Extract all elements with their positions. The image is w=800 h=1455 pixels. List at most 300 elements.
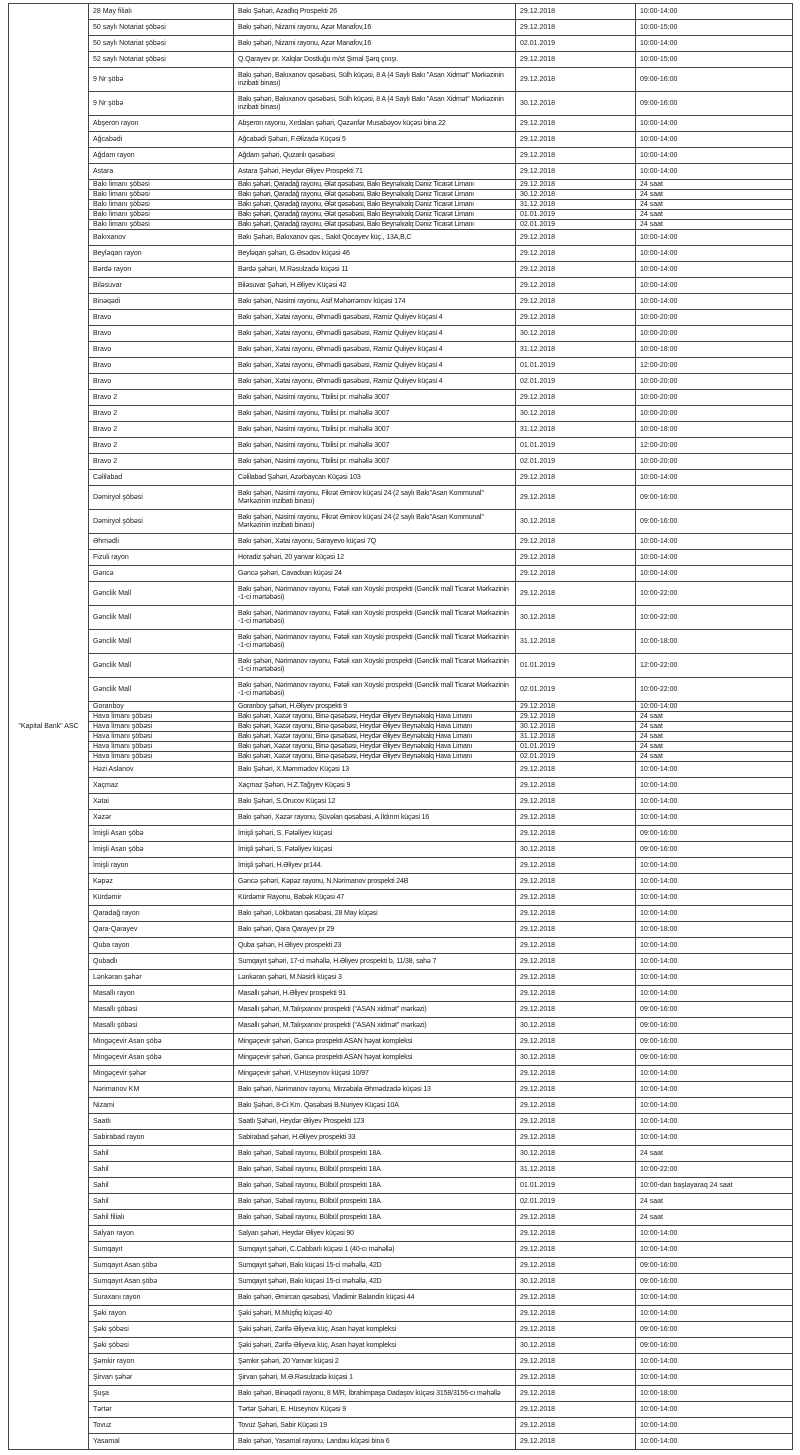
date-cell: 31.12.2018 xyxy=(516,200,636,210)
date-cell: 02.01.2019 xyxy=(516,36,636,52)
address-cell: Bakı şəhəri, Qara Qarayev pr 29 xyxy=(234,922,516,938)
branch-name-cell: Bravo xyxy=(89,310,234,326)
table-row xyxy=(9,1306,793,1322)
branch-name-cell: 9 Nr şöbə xyxy=(89,92,234,116)
hours-cell: 10:00-18:00 xyxy=(636,422,793,438)
table-row xyxy=(9,712,793,722)
date-cell: 29.12.2018 xyxy=(516,702,636,712)
hours-cell: 10:00-14:00 xyxy=(636,1418,793,1434)
address-cell: Bakı Şəhəri, X.Məmmədov Küçəsi 13 xyxy=(234,762,516,778)
date-cell: 29.12.2018 xyxy=(516,148,636,164)
branch-name-cell: Fizuli rayon xyxy=(89,550,234,566)
date-cell: 29.12.2018 xyxy=(516,712,636,722)
hours-cell: 24 saat xyxy=(636,1146,793,1162)
hours-cell: 10:00-14:00 xyxy=(636,1130,793,1146)
table-row xyxy=(9,422,793,438)
branch-name-cell: Abşeron rayon xyxy=(89,116,234,132)
table-row xyxy=(9,210,793,220)
date-cell: 29.12.2018 xyxy=(516,1306,636,1322)
branch-name-cell: Bravo 2 xyxy=(89,390,234,406)
table-row xyxy=(9,1274,793,1290)
table-row xyxy=(9,778,793,794)
table-row xyxy=(9,4,793,20)
date-cell: 30.12.2018 xyxy=(516,1274,636,1290)
address-cell: Bərdə şəhəri, M.Rəsulzadə küçəsi 11 xyxy=(234,262,516,278)
table-row xyxy=(9,220,793,230)
table-row xyxy=(9,722,793,732)
table-row xyxy=(9,230,793,246)
hours-cell: 10:00-14:00 xyxy=(636,470,793,486)
date-cell: 29.12.2018 xyxy=(516,262,636,278)
address-cell: Bakı şəhəri, Qaradağ rayonu, Ələt qəsəbəsi, Bakı Beynəlxalq Dəniz Ticarət Limanı xyxy=(234,190,516,200)
hours-cell: 10:00-14:00 xyxy=(636,762,793,778)
table-row xyxy=(9,842,793,858)
branch-name-cell: Xəzər xyxy=(89,810,234,826)
address-cell: İmişli şəhəri, S. Fətəliyev küçəsi xyxy=(234,826,516,842)
table-row xyxy=(9,148,793,164)
branch-name-cell: Hava limanı şöbəsi xyxy=(89,722,234,732)
table-row xyxy=(9,1354,793,1370)
hours-cell: 10:00-14:00 xyxy=(636,164,793,180)
branch-name-cell: Şəki şöbəsi xyxy=(89,1322,234,1338)
branch-name-cell: Hava limanı şöbəsi xyxy=(89,732,234,742)
date-cell: 02.01.2019 xyxy=(516,1194,636,1210)
date-cell: 31.12.2018 xyxy=(516,342,636,358)
branch-name-cell: Gənclik Mall xyxy=(89,606,234,630)
address-cell: Ağdam şəhəri, Quzanlı qəsəbəsi xyxy=(234,148,516,164)
branch-name-cell: Sumqayıt xyxy=(89,1242,234,1258)
table-row xyxy=(9,1226,793,1242)
branch-name-cell: 52 saylı Notariat şöbəsi xyxy=(89,52,234,68)
date-cell: 30.12.2018 xyxy=(516,842,636,858)
date-cell: 29.12.2018 xyxy=(516,1290,636,1306)
table-row xyxy=(9,1146,793,1162)
address-cell: Bakı şəhəri, Nəsimi rayonu, Fikrət Əmirov küçəsi 24 (2 saylı Bakı"Asan Kommunal" Mərkəzinin inzibati binası) xyxy=(234,486,516,510)
table-row xyxy=(9,52,793,68)
address-cell: Tovuz Şəhəri, Sabir Küçəsi 19 xyxy=(234,1418,516,1434)
table-row xyxy=(9,132,793,148)
bank-group-label: "Kapital Bank" ASC xyxy=(9,4,89,1450)
address-cell: Masallı şəhəri, H.Əliyev prospekti 91 xyxy=(234,986,516,1002)
date-cell: 29.12.2018 xyxy=(516,20,636,36)
table-row xyxy=(9,954,793,970)
address-cell: Bakı şəhəri, Xətai rayonu, Əhmədli qəsəbəsi, Ramiz Quliyev küçəsi 4 xyxy=(234,374,516,390)
address-cell: Abşeron rayonu, Xırdalan şəhəri, Qəzənfər Musabəyov küçəsi bina 22 xyxy=(234,116,516,132)
address-cell: Şəki şəhəri, Zərifə Əliyeva küç, Asan həyat kompleksi xyxy=(234,1322,516,1338)
branch-name-cell: Bravo xyxy=(89,326,234,342)
branch-name-cell: Gənclik Mall xyxy=(89,582,234,606)
hours-cell: 10:00-14:00 xyxy=(636,1370,793,1386)
hours-cell: 24 saat xyxy=(636,180,793,190)
branch-name-cell: Binəqədi xyxy=(89,294,234,310)
address-cell: Tərtər Şəhəri, E. Hüseynov Küçəsi 9 xyxy=(234,1402,516,1418)
table-row xyxy=(9,358,793,374)
branch-name-cell: Sabirabad rayon xyxy=(89,1130,234,1146)
table-row xyxy=(9,874,793,890)
table-row xyxy=(9,732,793,742)
date-cell: 29.12.2018 xyxy=(516,1210,636,1226)
hours-cell: 10:00-14:00 xyxy=(636,1402,793,1418)
hours-cell: 09:00-16:00 xyxy=(636,1258,793,1274)
hours-cell: 24 saat xyxy=(636,1210,793,1226)
branch-name-cell: Mingəçevir Asan şöbə xyxy=(89,1050,234,1066)
address-cell: Cəlilabad Şəhəri, Azərbaycan Küçəsi 103 xyxy=(234,470,516,486)
table-row xyxy=(9,438,793,454)
branch-name-cell: Sahil xyxy=(89,1178,234,1194)
hours-cell: 10:00-18:00 xyxy=(636,922,793,938)
date-cell: 29.12.2018 xyxy=(516,164,636,180)
table-row xyxy=(9,1082,793,1098)
address-cell: Bakı şəhəri, Nizami rayonu, Azər Manafov,16 xyxy=(234,36,516,52)
branch-name-cell: Dəmiryol şöbəsi xyxy=(89,510,234,534)
table-row xyxy=(9,1098,793,1114)
branch-name-cell: Sumqayıt Asan şöbə xyxy=(89,1258,234,1274)
address-cell: Bakı şəhəri, Nizami rayonu, Azər Manafov,16 xyxy=(234,20,516,36)
date-cell: 29.12.2018 xyxy=(516,1354,636,1370)
address-cell: Bakı şəhəri, Xəzər rayonu, Binə qəsəbəsi, Heydər Əliyev Beynəlxalq Hava Limanı xyxy=(234,732,516,742)
address-cell: Bakı şəhəri, Səbail rayonu, Bülbül prospekti 18A xyxy=(234,1210,516,1226)
branch-name-cell: 28 May filialı xyxy=(89,4,234,20)
branch-name-cell: Kəpəz xyxy=(89,874,234,890)
branch-name-cell: 50 saylı Notariat şöbəsi xyxy=(89,20,234,36)
hours-cell: 10:00-14:00 xyxy=(636,1354,793,1370)
address-cell: Bakı Şəhəri, Azadlıq Prospekti 26 xyxy=(234,4,516,20)
date-cell: 30.12.2018 xyxy=(516,92,636,116)
table-row xyxy=(9,1034,793,1050)
address-cell: Bakı şəhəri, Qaradağ rayonu, Ələt qəsəbəsi, Bakı Beynəlxalq Dəniz Ticarət Limanı xyxy=(234,220,516,230)
address-cell: Mingəçevir şəhəri, V.Hüseynov küçəsi 10/97 xyxy=(234,1066,516,1082)
address-cell: Gəncə şəhəri, Cavadxan küçəsi 24 xyxy=(234,566,516,582)
address-cell: Horadiz şəhəri, 20 yanvar küçəsi 12 xyxy=(234,550,516,566)
address-cell: Xaçmaz Şəhəri, H.Z.Tağıyev Küçəsi 9 xyxy=(234,778,516,794)
address-cell: Bakı şəhəri, Əmircan qəsəbəsi, Vladimir Balandin küçəsi 44 xyxy=(234,1290,516,1306)
date-cell: 29.12.2018 xyxy=(516,1082,636,1098)
date-cell: 29.12.2018 xyxy=(516,922,636,938)
hours-cell: 09:00-16:00 xyxy=(636,1338,793,1354)
date-cell: 30.12.2018 xyxy=(516,326,636,342)
branch-name-cell: Şirvan şəhər xyxy=(89,1370,234,1386)
hours-cell: 24 saat xyxy=(636,210,793,220)
date-cell: 29.12.2018 xyxy=(516,810,636,826)
hours-cell: 10:00-14:00 xyxy=(636,794,793,810)
branch-name-cell: Bakı limanı şöbəsi xyxy=(89,180,234,190)
branch-name-cell: Bravo xyxy=(89,374,234,390)
hours-cell: 10:00-14:00 xyxy=(636,1226,793,1242)
branch-name-cell: Xaçmaz xyxy=(89,778,234,794)
branch-table-body xyxy=(9,4,793,1450)
table-row xyxy=(9,1018,793,1034)
table-row xyxy=(9,36,793,52)
date-cell: 30.12.2018 xyxy=(516,406,636,422)
address-cell: Q.Qarayev pr. Xalqlar Dostluğu m/st Şimal Şərq çıxışı. xyxy=(234,52,516,68)
branch-name-cell: Qaradağ rayon xyxy=(89,906,234,922)
hours-cell: 10:00-20:00 xyxy=(636,310,793,326)
branch-name-cell: Bravo 2 xyxy=(89,422,234,438)
hours-cell: 10:00-14:00 xyxy=(636,262,793,278)
hours-cell: 10:00-14:00 xyxy=(636,954,793,970)
branch-name-cell: Şəki rayon xyxy=(89,1306,234,1322)
branch-name-cell: Gəncə xyxy=(89,566,234,582)
table-row xyxy=(9,92,793,116)
table-row xyxy=(9,1418,793,1434)
date-cell: 29.12.2018 xyxy=(516,1322,636,1338)
address-cell: Bakı şəhəri, Xətai rayonu, Əhmədli qəsəbəsi, Ramiz Quliyev küçəsi 4 xyxy=(234,358,516,374)
hours-cell: 10:00-22:00 xyxy=(636,606,793,630)
address-cell: Quba şəhəri, H.Əliyev prospekti 23 xyxy=(234,938,516,954)
hours-cell: 24 saat xyxy=(636,722,793,732)
date-cell: 02.01.2019 xyxy=(516,220,636,230)
table-row xyxy=(9,1338,793,1354)
branch-name-cell: Əhmədli xyxy=(89,534,234,550)
branch-name-cell: Biləsuvar xyxy=(89,278,234,294)
date-cell: 30.12.2018 xyxy=(516,1018,636,1034)
branch-name-cell: Bakı limanı şöbəsi xyxy=(89,190,234,200)
hours-cell: 10:00-14:00 xyxy=(636,938,793,954)
address-cell: Bakı şəhəri, Xətai rayonu, Əhmədli qəsəbəsi, Ramiz Quliyev küçəsi 4 xyxy=(234,326,516,342)
branch-name-cell: Yasamal xyxy=(89,1434,234,1450)
address-cell: Saatlı Şəhəri, Heydər Əliyev Prospekti 123 xyxy=(234,1114,516,1130)
date-cell: 30.12.2018 xyxy=(516,190,636,200)
address-cell: Bakı şəhəri, Qaradağ rayonu, Ələt qəsəbəsi, Bakı Beynəlxalq Dəniz Ticarət Limanı xyxy=(234,180,516,190)
table-row xyxy=(9,1402,793,1418)
table-row xyxy=(9,1242,793,1258)
date-cell: 29.12.2018 xyxy=(516,1226,636,1242)
hours-cell: 10:00-14:00 xyxy=(636,986,793,1002)
date-cell: 29.12.2018 xyxy=(516,116,636,132)
branch-name-cell: İmişli Asan şöbə xyxy=(89,826,234,842)
branch-name-cell: Astara xyxy=(89,164,234,180)
hours-cell: 10:00-20:00 xyxy=(636,390,793,406)
branch-name-cell: Saatlı xyxy=(89,1114,234,1130)
address-cell: Bakı şəhəri, Xəzər rayonu, Binə qəsəbəsi, Heydər Əliyev Beynəlxalq Hava Limanı xyxy=(234,712,516,722)
table-row xyxy=(9,742,793,752)
address-cell: Bakı şəhəri, Nəsimi rayonu, Tbilisi pr. məhəllə 3007 xyxy=(234,438,516,454)
branch-name-cell: Tovuz xyxy=(89,1418,234,1434)
date-cell: 29.12.2018 xyxy=(516,954,636,970)
address-cell: Bakı şəhəri, Səbail rayonu, Bülbül prospekti 18A xyxy=(234,1194,516,1210)
date-cell: 29.12.2018 xyxy=(516,938,636,954)
date-cell: 29.12.2018 xyxy=(516,778,636,794)
table-row xyxy=(9,582,793,606)
hours-cell: 24 saat xyxy=(636,190,793,200)
table-row xyxy=(9,550,793,566)
branch-name-cell: Quba rayon xyxy=(89,938,234,954)
address-cell: Şirvan şəhəri, M.Ə.Rəsulzadə küçəsi 1 xyxy=(234,1370,516,1386)
date-cell: 29.12.2018 xyxy=(516,486,636,510)
table-row xyxy=(9,1162,793,1178)
hours-cell: 10:00-15:00 xyxy=(636,52,793,68)
date-cell: 29.12.2018 xyxy=(516,826,636,842)
hours-cell: 10:00-14:00 xyxy=(636,874,793,890)
address-cell: Astara Şəhəri, Heydər Əliyev Prospekti 71 xyxy=(234,164,516,180)
hours-cell: 10:00-18:00 xyxy=(636,1386,793,1402)
hours-cell: 10:00-dan başlayaraq 24 saat xyxy=(636,1178,793,1194)
branch-schedule-table xyxy=(8,3,793,1450)
branch-name-cell: Masallı rayon xyxy=(89,986,234,1002)
date-cell: 01.01.2019 xyxy=(516,1178,636,1194)
address-cell: Goranboy şəhəri, H.Əliyev prospekti 9 xyxy=(234,702,516,712)
table-row xyxy=(9,278,793,294)
hours-cell: 09:00-16:00 xyxy=(636,1018,793,1034)
hours-cell: 10:00-18:00 xyxy=(636,342,793,358)
table-row xyxy=(9,890,793,906)
table-row xyxy=(9,1434,793,1450)
hours-cell: 10:00-14:00 xyxy=(636,810,793,826)
date-cell: 01.01.2019 xyxy=(516,438,636,454)
table-row xyxy=(9,810,793,826)
hours-cell: 09:00-16:00 xyxy=(636,510,793,534)
table-row xyxy=(9,116,793,132)
address-cell: Bakı şəhəri, Xəzər rayonu, Binə qəsəbəsi, Heydər Əliyev Beynəlxalq Hava Limanı xyxy=(234,752,516,762)
address-cell: Bakı şəhəri, Lökbatan qəsəbəsi, 28 May küçəsi xyxy=(234,906,516,922)
address-cell: Sumqayıt şəhəri, Bakı küçəsi 15-ci məhəllə, 42D xyxy=(234,1258,516,1274)
date-cell: 29.12.2018 xyxy=(516,1418,636,1434)
date-cell: 01.01.2019 xyxy=(516,742,636,752)
address-cell: Bakı şəhəri, Nəsimi rayonu, Asif Məhərrəmov küçəsi 174 xyxy=(234,294,516,310)
address-cell: Bakı şəhəri, Səbail rayonu, Bülbül prospekti 18A xyxy=(234,1146,516,1162)
hours-cell: 09:00-16:00 xyxy=(636,1322,793,1338)
date-cell: 02.01.2019 xyxy=(516,454,636,470)
table-row xyxy=(9,326,793,342)
address-cell: Bakı Şəhəri, S.Orucov Küçəsi 12 xyxy=(234,794,516,810)
date-cell: 29.12.2018 xyxy=(516,132,636,148)
table-row xyxy=(9,486,793,510)
hours-cell: 10:00-20:00 xyxy=(636,374,793,390)
hours-cell: 24 saat xyxy=(636,752,793,762)
date-cell: 29.12.2018 xyxy=(516,986,636,1002)
branch-name-cell: Xətai xyxy=(89,794,234,810)
date-cell: 01.01.2019 xyxy=(516,210,636,220)
address-cell: Beyləqan şəhəri, G.Əsədov küçəsi 46 xyxy=(234,246,516,262)
branch-name-cell: Kürdəmir xyxy=(89,890,234,906)
table-row xyxy=(9,752,793,762)
date-cell: 29.12.2018 xyxy=(516,534,636,550)
hours-cell: 10:00-22:00 xyxy=(636,678,793,702)
table-row xyxy=(9,20,793,36)
hours-cell: 09:00-16:00 xyxy=(636,1274,793,1290)
table-row xyxy=(9,1322,793,1338)
address-cell: Bakı şəhəri, Nəsimi rayonu, Tbilisi pr. məhəllə 3007 xyxy=(234,454,516,470)
hours-cell: 10:00-14:00 xyxy=(636,702,793,712)
hours-cell: 10:00-14:00 xyxy=(636,1066,793,1082)
table-row xyxy=(9,1130,793,1146)
address-cell: Bakı şəhəri, Yasamal rayonu, Landau küçəsi bina 6 xyxy=(234,1434,516,1450)
address-cell: Bakı şəhəri, Səbail rayonu, Bülbül prospekti 18A xyxy=(234,1162,516,1178)
address-cell: Bakı şəhəri, Nərimanov rayonu, Fətəli xan Xoyski prospekti (Gənclik mall Ticarət Mərkəzinin -1-ci mərtəbəsi) xyxy=(234,582,516,606)
date-cell: 29.12.2018 xyxy=(516,4,636,20)
table-row xyxy=(9,906,793,922)
branch-name-cell: Salyan rayon xyxy=(89,1226,234,1242)
branch-name-cell: Bravo 2 xyxy=(89,406,234,422)
date-cell: 29.12.2018 xyxy=(516,230,636,246)
date-cell: 29.12.2018 xyxy=(516,794,636,810)
branch-name-cell: Gənclik Mall xyxy=(89,630,234,654)
address-cell: Bakı şəhəri, Qaradağ rayonu, Ələt qəsəbəsi, Bakı Beynəlxalq Dəniz Ticarət Limanı xyxy=(234,200,516,210)
address-cell: Bakı şəhəri, Qaradağ rayonu, Ələt qəsəbəsi, Bakı Beynəlxalq Dəniz Ticarət Limanı xyxy=(234,210,516,220)
hours-cell: 24 saat xyxy=(636,712,793,722)
date-cell: 29.12.2018 xyxy=(516,1130,636,1146)
branch-name-cell: Ağcabədi xyxy=(89,132,234,148)
branch-name-cell: Tərtər xyxy=(89,1402,234,1418)
hours-cell: 24 saat xyxy=(636,220,793,230)
hours-cell: 10:00-14:00 xyxy=(636,132,793,148)
table-row xyxy=(9,390,793,406)
date-cell: 29.12.2018 xyxy=(516,970,636,986)
date-cell: 29.12.2018 xyxy=(516,278,636,294)
date-cell: 29.12.2018 xyxy=(516,582,636,606)
address-cell: Şəki şəhəri, M.Müşfiq küçəsi 40 xyxy=(234,1306,516,1322)
hours-cell: 09:00-16:00 xyxy=(636,1002,793,1018)
hours-cell: 10:00-20:00 xyxy=(636,326,793,342)
date-cell: 29.12.2018 xyxy=(516,890,636,906)
date-cell: 29.12.2018 xyxy=(516,470,636,486)
table-row xyxy=(9,702,793,712)
table-row xyxy=(9,310,793,326)
date-cell: 29.12.2018 xyxy=(516,52,636,68)
table-row xyxy=(9,1370,793,1386)
address-cell: İmişli şəhəri, H.Əliyev pr144. xyxy=(234,858,516,874)
table-row xyxy=(9,566,793,582)
hours-cell: 10:00-14:00 xyxy=(636,890,793,906)
branch-name-cell: Nizami xyxy=(89,1098,234,1114)
address-cell: Bakı şəhəri, Nərimanov rayonu, Mirzəbala Əhmədzadə küçəsi 13 xyxy=(234,1082,516,1098)
table-row xyxy=(9,1114,793,1130)
hours-cell: 09:00-16:00 xyxy=(636,486,793,510)
branch-name-cell: Beyləqan rayon xyxy=(89,246,234,262)
date-cell: 29.12.2018 xyxy=(516,68,636,92)
address-cell: Masallı şəhəri, M.Talışxanov prospekti ("ASAN xidmət" mərkəzi) xyxy=(234,1002,516,1018)
hours-cell: 10:00-14:00 xyxy=(636,294,793,310)
date-cell: 02.01.2019 xyxy=(516,374,636,390)
hours-cell: 10:00-20:00 xyxy=(636,454,793,470)
date-cell: 30.12.2018 xyxy=(516,606,636,630)
date-cell: 29.12.2018 xyxy=(516,1034,636,1050)
date-cell: 29.12.2018 xyxy=(516,1098,636,1114)
branch-name-cell: Bakı limanı şöbəsi xyxy=(89,210,234,220)
date-cell: 29.12.2018 xyxy=(516,1434,636,1450)
branch-name-cell: Bravo xyxy=(89,358,234,374)
date-cell: 30.12.2018 xyxy=(516,1338,636,1354)
date-cell: 29.12.2018 xyxy=(516,566,636,582)
address-cell: Bakı şəhəri, Nəsimi rayonu, Fikrət Əmirov küçəsi 24 (2 saylı Bakı"Asan Kommunal" Mərkəzinin inzibati binası) xyxy=(234,510,516,534)
address-cell: Bakı şəhəri, Nəsimi rayonu, Tbilisi pr. məhəllə 3007 xyxy=(234,422,516,438)
address-cell: Sumqayıt şəhəri, Bakı küçəsi 15-ci məhəllə, 42D xyxy=(234,1274,516,1290)
table-row xyxy=(9,262,793,278)
date-cell: 29.12.2018 xyxy=(516,1402,636,1418)
hours-cell: 10:00-14:00 xyxy=(636,858,793,874)
hours-cell: 09:00-16:00 xyxy=(636,92,793,116)
hours-cell: 24 saat xyxy=(636,732,793,742)
table-row xyxy=(9,1194,793,1210)
branch-name-cell: Cəlilabad xyxy=(89,470,234,486)
table-row xyxy=(9,342,793,358)
table-row xyxy=(9,190,793,200)
hours-cell: 10:00-14:00 xyxy=(636,1082,793,1098)
branch-name-cell: Sumqayıt Asan şöbə xyxy=(89,1274,234,1290)
table-row xyxy=(9,534,793,550)
address-cell: Sumqayıt şəhəri, C.Cabbarlı küçəsi 1 (40-cı məhəllə) xyxy=(234,1242,516,1258)
date-cell: 29.12.2018 xyxy=(516,1114,636,1130)
table-row xyxy=(9,454,793,470)
hours-cell: 10:00-14:00 xyxy=(636,148,793,164)
address-cell: Bakı şəhəri, Nərimanov rayonu, Fətəli xan Xoyski prospekti (Gənclik mall Ticarət Mərkəzinin -1-ci mərtəbəsi) xyxy=(234,678,516,702)
date-cell: 31.12.2018 xyxy=(516,422,636,438)
branch-name-cell: 50 saylı Notariat şöbəsi xyxy=(89,36,234,52)
address-cell: Kürdəmir Rayonu, Babək Küçəsi 47 xyxy=(234,890,516,906)
table-row xyxy=(9,294,793,310)
branch-name-cell: Sahil filialı xyxy=(89,1210,234,1226)
date-cell: 29.12.2018 xyxy=(516,1258,636,1274)
